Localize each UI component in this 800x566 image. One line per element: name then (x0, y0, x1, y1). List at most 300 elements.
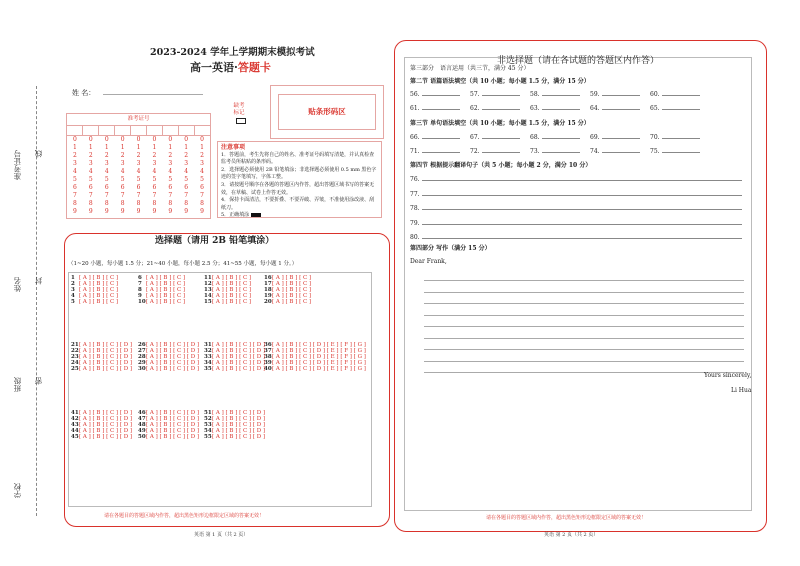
option-bubbles[interactable]: [ A ] [ B ] [ C ] (212, 281, 252, 288)
question-number: 28 (138, 354, 146, 361)
admission-digit-bubble[interactable]: 0 (168, 136, 173, 143)
admission-digit-bubble[interactable]: 1 (120, 144, 125, 151)
subjective-title: 非选择题（请在各试题的答题区内作答） (497, 56, 660, 66)
blank-line[interactable] (662, 133, 700, 139)
admission-digit-bubble[interactable]: 1 (73, 144, 77, 151)
option-bubbles[interactable]: [ A ] [ B ] [ C ] [ D ] (146, 342, 200, 348)
question-row[interactable] (138, 434, 200, 440)
option-bubbles[interactable]: [ A ] [ B ] [ C ] [ D ] [ E ] [ F ] [ G ] (272, 348, 366, 355)
blank-line[interactable] (422, 90, 460, 96)
absent-checkbox[interactable] (236, 118, 246, 124)
note-item: 3．请按题号顺序在各题的答题区内作答，超出答题区域书写的答案无效，在草稿、试卷上作答无效。 (221, 181, 375, 196)
admission-digit-bubble[interactable]: 5 (120, 176, 125, 183)
option-bubbles[interactable]: [ A ] [ B ] [ C ] [ D ] [ E ] [ F ] [ G ] (272, 342, 366, 348)
blank-item[interactable] (410, 90, 470, 98)
question-number: 33 (204, 354, 212, 361)
admission-column[interactable] (115, 136, 131, 216)
admission-digit-bubble[interactable]: 2 (152, 152, 157, 159)
blank-item[interactable] (530, 104, 590, 112)
question-number: 25 (71, 366, 79, 373)
question-row[interactable] (71, 434, 133, 440)
admission-digit-bubble[interactable]: 1 (88, 144, 93, 151)
admission-digit-bubble[interactable]: 7 (184, 192, 189, 199)
admission-column[interactable] (146, 136, 162, 216)
blank-item[interactable] (650, 104, 710, 112)
question-number: 27 (138, 348, 146, 355)
admission-digit-bubble[interactable]: 6 (200, 184, 204, 191)
admission-digit-bubble[interactable]: 8 (200, 200, 204, 207)
question-row[interactable] (138, 366, 200, 372)
option-bubbles[interactable]: [ A ] [ B ] [ C ] (272, 299, 312, 306)
question-number: 38 (264, 354, 272, 361)
admission-digit-bubble[interactable]: 7 (136, 192, 141, 199)
letter-greeting: Dear Frank, (410, 258, 447, 265)
admission-digit-bubble[interactable]: 0 (200, 136, 204, 143)
translation-number: 80. (410, 234, 420, 241)
question-row[interactable] (204, 366, 264, 372)
option-bubbles[interactable]: [ A ] [ B ] [ C ] (272, 293, 312, 300)
option-bubbles[interactable]: [ A ] [ B ] [ C ] [ D ] (146, 428, 200, 435)
notes-title: 注意事项 (221, 144, 246, 151)
page1-footer: 英语 第 1 页（共 2 页） (194, 532, 249, 538)
admission-digit-bubble[interactable]: 7 (200, 192, 204, 199)
admission-digit-bubble[interactable]: 3 (136, 160, 141, 167)
admission-digit-bubble[interactable]: 0 (184, 136, 189, 143)
translation-line[interactable] (410, 219, 742, 227)
strip-label-admission: 准考证号 (13, 150, 22, 180)
translation-number: 79. (410, 219, 420, 227)
note-item-sample (221, 212, 378, 220)
letter-signature: Li Hua (731, 387, 752, 394)
question-number: 54 (204, 428, 212, 435)
subjective-warning: 请在各题目的答题区域内作答，超出黑色矩形边框限定区域的答案无效！ (486, 515, 647, 521)
strip-label-class: 班级 (13, 377, 22, 392)
question-number: 55 (204, 434, 212, 441)
admission-digit-bubble[interactable]: 9 (88, 208, 93, 215)
blank-item[interactable] (650, 133, 710, 141)
option-bubbles[interactable]: [ A ] [ B ] [ C ] [ D ] (212, 354, 266, 361)
option-bubbles[interactable]: [ A ] [ B ] [ C ] [ D ] (212, 366, 266, 373)
option-bubbles[interactable]: [ A ] [ B ] [ C ] (272, 281, 312, 288)
blank-item[interactable] (410, 104, 470, 112)
question-number: 19 (264, 293, 272, 300)
blank-item[interactable] (470, 90, 530, 98)
writing-line[interactable] (424, 280, 744, 281)
blank-line[interactable] (602, 104, 640, 110)
admission-digit-bubble[interactable]: 0 (88, 136, 93, 143)
blank-item[interactable] (590, 104, 650, 112)
admission-column[interactable] (83, 136, 99, 216)
blank-line[interactable] (662, 147, 700, 153)
option-bubbles[interactable]: [ A ] [ B ] [ C ] (212, 287, 252, 294)
option-bubbles[interactable]: [ A ] [ B ] [ C ] [ D ] (212, 434, 266, 441)
admission-digit-bubble[interactable]: 0 (73, 136, 77, 143)
admission-digit-bubble[interactable]: 4 (152, 168, 157, 175)
admission-digit-bubble[interactable]: 8 (152, 200, 157, 207)
blank-item[interactable] (410, 147, 470, 155)
option-bubbles[interactable]: [ A ] [ B ] [ C ] (79, 281, 119, 288)
admission-digit-bubble[interactable]: 6 (152, 184, 157, 191)
admission-digit-bubble[interactable]: 3 (168, 160, 173, 167)
admission-digit-bubble[interactable]: 0 (152, 136, 157, 143)
option-bubbles[interactable]: [ A ] [ B ] [ C ] [ D ] (146, 422, 200, 429)
card-subtitle (190, 59, 271, 75)
question-row[interactable] (138, 299, 198, 305)
option-bubbles[interactable]: [ A ] [ B ] [ C ] (79, 275, 119, 281)
admission-digit-bubble[interactable]: 5 (184, 176, 189, 183)
blank-item[interactable] (590, 90, 650, 98)
question-number: 43 (71, 422, 79, 429)
blank-number: 68. (530, 134, 540, 141)
question-row[interactable] (71, 299, 131, 305)
question-number: 12 (204, 281, 212, 288)
note-item: 1．答题前，考生先将自己的姓名、准考证号码填写清楚，并认真检查监考员所粘贴的条形码。 (221, 151, 375, 166)
admission-digit-bubble[interactable]: 5 (136, 176, 141, 183)
option-bubbles[interactable]: [ A ] [ B ] [ C ] [ D ] (146, 354, 200, 361)
admission-digit-bubble[interactable]: 0 (120, 136, 125, 143)
admission-digit-bubble[interactable]: 7 (168, 192, 173, 199)
blank-item[interactable] (410, 133, 470, 141)
admission-digit-bubble[interactable]: 8 (88, 200, 93, 207)
option-bubbles[interactable]: [ A ] [ B ] [ C ] [ D ] (79, 348, 133, 355)
objective-instructions: （1~20 小题，每小题 1.5 分；21~40 小题，每小题 2.5 分；41~55 小题，每小题 1 分。） (68, 261, 298, 267)
admission-digit-bubble[interactable]: 6 (136, 184, 141, 191)
admission-digit-bubble[interactable]: 3 (73, 160, 77, 167)
blank-line[interactable] (482, 90, 520, 96)
admission-digit-bubble[interactable]: 6 (88, 184, 93, 191)
question-number: 2 (71, 281, 75, 288)
blank-line[interactable] (542, 133, 580, 139)
option-bubbles[interactable]: [ A ] [ B ] [ C ] [ D ] (146, 360, 200, 367)
writing-line[interactable] (424, 326, 744, 327)
blank-number: 70. (650, 134, 660, 141)
option-bubbles[interactable]: [ A ] [ B ] [ C ] [ D ] (212, 360, 266, 367)
admission-digit-bubble[interactable]: 3 (184, 160, 189, 167)
blank-item[interactable] (590, 147, 650, 155)
blank-item[interactable] (530, 90, 590, 98)
admission-digit-bubble[interactable]: 7 (152, 192, 157, 199)
admission-digit-bubble[interactable]: 1 (104, 144, 109, 151)
admission-column[interactable] (131, 136, 147, 216)
blank-number: 73. (530, 148, 540, 155)
sec3-label: 第三节 单句语法填空（共 10 小题；每小题 1.5 分，满分 15 分） (410, 120, 590, 127)
question-number: 53 (204, 422, 212, 429)
question-group (138, 410, 200, 440)
admission-digit-bubble[interactable]: 8 (168, 200, 173, 207)
admission-digit-bubble[interactable]: 8 (136, 200, 141, 207)
admission-digit-bubble[interactable]: 7 (120, 192, 125, 199)
question-group (138, 275, 198, 305)
subtitle-main: 高一英语· (190, 61, 238, 74)
question-number: 15 (204, 299, 212, 306)
question-row[interactable] (204, 299, 258, 305)
admission-digit-bubble[interactable]: 4 (73, 168, 77, 175)
blank-item[interactable] (590, 133, 650, 141)
admission-digit-bubble[interactable]: 4 (184, 168, 189, 175)
option-bubbles[interactable]: [ A ] [ B ] [ C ] [ D ] (79, 422, 133, 429)
admission-digit-bubble[interactable]: 5 (168, 176, 173, 183)
admission-digit-bubble[interactable]: 8 (184, 200, 189, 207)
question-number: 10 (138, 299, 146, 306)
admission-digit-bubble[interactable]: 7 (73, 192, 77, 199)
admission-digit-bubble[interactable]: 8 (104, 200, 109, 207)
option-bubbles[interactable]: [ A ] [ B ] [ C ] (146, 299, 186, 306)
option-bubbles[interactable]: [ A ] [ B ] [ C ] [ D ] (79, 434, 133, 441)
admission-digit-bubble[interactable]: 6 (104, 184, 109, 191)
blank-item[interactable] (470, 104, 530, 112)
blank-line[interactable] (602, 90, 640, 96)
option-bubbles[interactable]: [ A ] [ B ] [ C ] (146, 281, 186, 288)
admission-digit-bubble[interactable]: 9 (136, 208, 141, 215)
blank-number: 71. (410, 148, 420, 155)
admission-digit-bubble[interactable]: 8 (73, 200, 77, 207)
option-bubbles[interactable]: [ A ] [ B ] [ C ] [ D ] (79, 354, 133, 361)
admission-digit-bubble[interactable]: 3 (200, 160, 204, 167)
option-bubbles[interactable]: [ A ] [ B ] [ C ] [ D ] (212, 428, 266, 435)
admission-digit-bubble[interactable]: 2 (136, 152, 141, 159)
admission-digit-bubble[interactable]: 2 (120, 152, 125, 159)
translation-line[interactable] (410, 190, 742, 198)
admission-digit-bubble[interactable]: 3 (152, 160, 157, 167)
question-group (71, 342, 133, 372)
admission-digit-bubble[interactable]: 1 (152, 144, 157, 151)
name-field[interactable] (72, 88, 203, 98)
writing-line[interactable] (424, 372, 744, 373)
blank-number: 72. (470, 148, 480, 155)
blank-line[interactable] (662, 90, 700, 96)
admission-column[interactable] (178, 136, 194, 216)
translation-number: 77. (410, 190, 420, 198)
question-row[interactable] (71, 366, 133, 372)
admission-digit-bubble[interactable]: 0 (104, 136, 109, 143)
question-number: 39 (264, 360, 272, 367)
option-bubbles[interactable]: [ A ] [ B ] [ C ] (79, 293, 119, 300)
option-bubbles[interactable]: [ A ] [ B ] [ C ] (272, 275, 312, 281)
question-number: 37 (264, 348, 272, 355)
question-number: 24 (71, 360, 79, 367)
question-group (71, 410, 133, 440)
admission-column[interactable] (194, 136, 210, 216)
question-number: 3 (71, 287, 75, 294)
strip-label-name: 姓名 (13, 277, 22, 292)
blank-item[interactable] (530, 133, 590, 141)
admission-label: 准考证号 (67, 114, 210, 126)
blank-item[interactable] (650, 90, 710, 98)
option-bubbles[interactable]: [ A ] [ B ] [ C ] [ D ] (212, 342, 266, 348)
question-number: 50 (138, 434, 146, 441)
admission-digit-bubble[interactable]: 5 (152, 176, 157, 183)
admission-digit-bubble[interactable]: 6 (168, 184, 173, 191)
admission-digit-bubble[interactable]: 0 (136, 136, 141, 143)
admission-digit-bubble[interactable]: 5 (73, 176, 77, 183)
blank-item[interactable] (530, 147, 590, 155)
admission-digit-bubble[interactable]: 1 (184, 144, 189, 151)
admission-write-cells[interactable] (67, 126, 210, 136)
subtitle-accent: 答题卡 (237, 61, 271, 74)
admission-digit-bubble[interactable]: 3 (120, 160, 125, 167)
translation-line[interactable] (410, 204, 742, 212)
option-bubbles[interactable]: [ A ] [ B ] [ C ] [ D ] (79, 342, 133, 348)
blank-number: 60. (650, 91, 660, 98)
option-bubbles[interactable]: [ A ] [ B ] [ C ] [ D ] [ E ] [ F ] [ G ] (272, 366, 366, 373)
option-bubbles[interactable]: [ A ] [ B ] [ C ] [ D ] (146, 348, 200, 355)
blank-item[interactable] (470, 147, 530, 155)
question-row[interactable] (204, 434, 264, 440)
option-bubbles[interactable]: [ A ] [ B ] [ C ] [ D ] [ E ] [ F ] [ G ] (272, 360, 366, 367)
blank-line[interactable] (422, 147, 460, 153)
blank-number: 61. (410, 105, 420, 112)
blank-line[interactable] (542, 90, 580, 96)
option-bubbles[interactable]: [ A ] [ B ] [ C ] [ D ] (212, 348, 266, 355)
admission-digit-bubble[interactable]: 9 (104, 208, 109, 215)
option-bubbles[interactable]: [ A ] [ B ] [ C ] (146, 287, 186, 294)
writing-line[interactable] (424, 338, 744, 339)
option-bubbles[interactable]: [ A ] [ B ] [ C ] (212, 275, 252, 281)
blank-item[interactable] (650, 147, 710, 155)
option-bubbles[interactable]: [ A ] [ B ] [ C ] [ D ] (212, 416, 266, 423)
question-number: 45 (71, 434, 79, 441)
option-bubbles[interactable]: [ A ] [ B ] [ C ] [ D ] (79, 416, 133, 423)
blank-number: 57. (470, 91, 480, 98)
question-group (71, 275, 131, 305)
blank-line[interactable] (602, 147, 640, 153)
blank-line[interactable] (542, 104, 580, 110)
question-number: 16 (264, 275, 272, 281)
admission-digit-bubble[interactable]: 2 (73, 152, 77, 159)
admission-digit-bubble[interactable]: 7 (88, 192, 93, 199)
blank-line[interactable] (422, 104, 460, 110)
option-bubbles[interactable]: [ A ] [ B ] [ C ] [ D ] [ E ] [ F ] [ G ] (272, 354, 366, 361)
question-number: 42 (71, 416, 79, 423)
admission-digit-bubble[interactable]: 8 (120, 200, 125, 207)
question-number: 48 (138, 422, 146, 429)
option-bubbles[interactable]: [ A ] [ B ] [ C ] [ D ] (79, 360, 133, 367)
admission-digit-bubble[interactable]: 6 (73, 184, 77, 191)
admission-column[interactable] (162, 136, 178, 216)
blank-line[interactable] (662, 104, 700, 110)
option-bubbles[interactable]: [ A ] [ B ] [ C ] (79, 299, 119, 306)
option-bubbles[interactable]: [ A ] [ B ] [ C ] (146, 275, 186, 281)
question-group (264, 342, 364, 372)
option-bubbles[interactable]: [ A ] [ B ] [ C ] [ D ] (146, 434, 200, 441)
admission-digit-bubble[interactable]: 2 (200, 152, 204, 159)
option-bubbles[interactable]: [ A ] [ B ] [ C ] [ D ] (146, 410, 200, 416)
admission-digit-bubble[interactable]: 4 (88, 168, 93, 175)
note-item: 2．选择题必须使用 2B 铅笔填涂；非选择题必须使用 0.5 mm 黑色字迹的签字笔填写，字体工整。 (221, 166, 377, 181)
admission-digit-bubble[interactable]: 5 (88, 176, 93, 183)
admission-digit-bubble[interactable]: 2 (168, 152, 173, 159)
translation-line[interactable] (410, 233, 742, 241)
admission-digit-bubble[interactable]: 4 (104, 168, 109, 175)
translation-line[interactable] (410, 175, 742, 183)
admission-digit-bubble[interactable]: 4 (120, 168, 125, 175)
admission-digit-bubble[interactable]: 3 (88, 160, 93, 167)
writing-line[interactable] (424, 315, 744, 316)
admission-digit-bubble[interactable]: 4 (200, 168, 204, 175)
admission-digit-bubble[interactable]: 9 (184, 208, 189, 215)
admission-column[interactable] (99, 136, 115, 216)
question-number: 46 (138, 410, 146, 416)
question-number: 14 (204, 293, 212, 300)
option-bubbles[interactable]: [ A ] [ B ] [ C ] [ D ] (79, 428, 133, 435)
option-bubbles[interactable]: [ A ] [ B ] [ C ] (212, 299, 252, 306)
question-number: 52 (204, 416, 212, 423)
option-bubbles[interactable]: [ A ] [ B ] [ C ] (146, 293, 186, 300)
admission-digit-bubble[interactable]: 1 (200, 144, 204, 151)
option-bubbles[interactable]: [ A ] [ B ] [ C ] [ D ] (212, 422, 266, 429)
admission-digit-bubble[interactable]: 9 (120, 208, 125, 215)
blank-item[interactable] (470, 133, 530, 141)
part4-label: 第四节 根据提示翻译句子（共 5 小题；每小题 2 分，满分 10 分） (410, 162, 592, 169)
admission-digit-bubble[interactable]: 9 (200, 208, 204, 215)
writing-line[interactable] (424, 292, 744, 293)
admission-digit-bubble[interactable]: 2 (88, 152, 93, 159)
option-bubbles[interactable]: [ A ] [ B ] [ C ] (79, 287, 119, 294)
writing-line[interactable] (424, 303, 744, 304)
question-number: 22 (71, 348, 79, 355)
question-row[interactable] (264, 299, 324, 305)
blank-line[interactable] (482, 104, 520, 110)
strip-label-line: 线 (34, 150, 43, 158)
admission-digit-bubble[interactable]: 4 (168, 168, 173, 175)
question-number: 17 (264, 281, 272, 288)
writing-line[interactable] (424, 361, 744, 362)
name-line[interactable] (103, 94, 203, 95)
admission-digit-bubble[interactable]: 1 (168, 144, 173, 151)
sec3-row2 (410, 147, 710, 155)
admission-column[interactable] (67, 136, 83, 216)
admission-digit-bubble[interactable]: 9 (152, 208, 157, 215)
question-number: 21 (71, 342, 79, 348)
question-number: 36 (264, 342, 272, 348)
admission-digit-bubble[interactable]: 7 (104, 192, 109, 199)
admission-digit-bubble[interactable]: 1 (136, 144, 141, 151)
strip-label-secret: 密 (34, 377, 43, 385)
blank-line[interactable] (602, 133, 640, 139)
objective-title: 选择题（请用 2B 铅笔填涂） (155, 236, 275, 246)
question-row[interactable] (264, 366, 364, 372)
blank-line[interactable] (542, 147, 580, 153)
option-bubbles[interactable]: [ A ] [ B ] [ C ] [ D ] (146, 366, 200, 373)
admission-digit-bubble[interactable]: 5 (104, 176, 109, 183)
option-bubbles[interactable]: [ A ] [ B ] [ C ] [ D ] (79, 366, 133, 373)
barcode-area (270, 85, 384, 139)
admission-digit-bubble[interactable]: 9 (73, 208, 77, 215)
question-group (204, 275, 258, 305)
sec2-row1 (410, 90, 710, 98)
admission-digit-bubble[interactable]: 3 (104, 160, 109, 167)
blank-number: 63. (530, 105, 540, 112)
option-bubbles[interactable]: [ A ] [ B ] [ C ] (212, 293, 252, 300)
option-bubbles[interactable]: [ A ] [ B ] [ C ] [ D ] (79, 410, 133, 416)
blank-line[interactable] (482, 133, 520, 139)
instructions-box (217, 141, 382, 218)
admission-digit-bubble[interactable]: 5 (200, 176, 204, 183)
admission-digit-bubble[interactable]: 2 (104, 152, 109, 159)
admission-digit-bubble[interactable]: 9 (168, 208, 173, 215)
blank-line[interactable] (482, 147, 520, 153)
admission-digit-bubble[interactable]: 4 (136, 168, 141, 175)
blank-line[interactable] (422, 133, 460, 139)
admission-digit-bubble[interactable]: 6 (184, 184, 189, 191)
admission-digit-bubble[interactable]: 6 (120, 184, 125, 191)
option-bubbles[interactable]: [ A ] [ B ] [ C ] [ D ] (212, 410, 266, 416)
admission-digit-bubble[interactable]: 2 (184, 152, 189, 159)
option-bubbles[interactable]: [ A ] [ B ] [ C ] (272, 287, 312, 294)
writing-line[interactable] (424, 349, 744, 350)
option-bubbles[interactable]: [ A ] [ B ] [ C ] [ D ] (146, 416, 200, 423)
admission-bubbles[interactable] (67, 136, 210, 216)
